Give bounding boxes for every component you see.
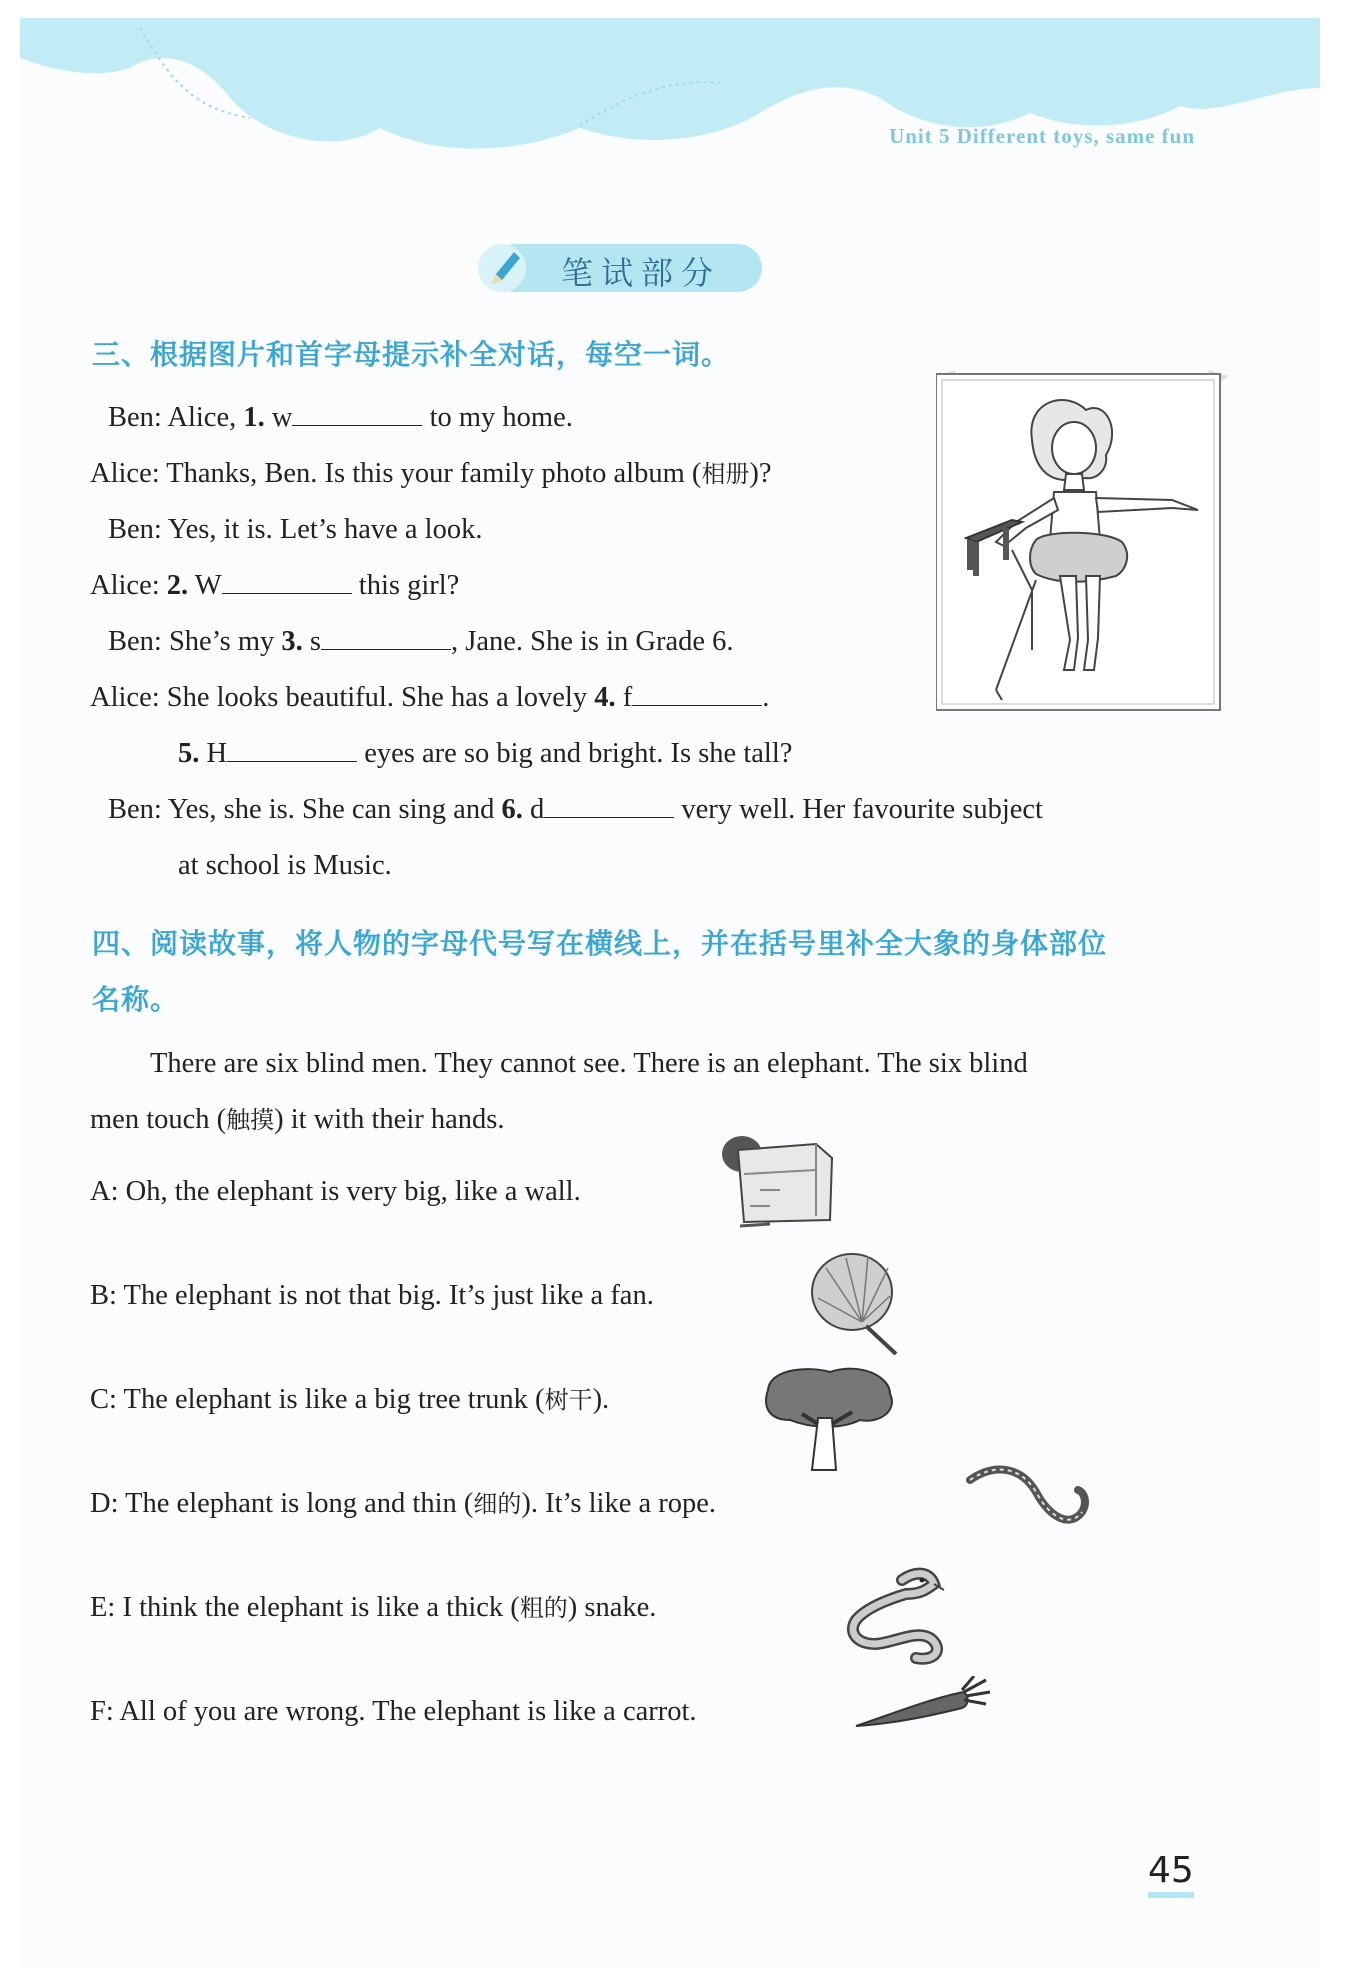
- page-number: 45: [1148, 1850, 1194, 1891]
- answer-blank-1[interactable]: [292, 403, 422, 426]
- dialogue-line-7: 5. H eyes are so big and bright. Is she tall?: [178, 738, 793, 769]
- ballet-girl-illustration: [936, 370, 1228, 714]
- unit-title: Unit 5 Different toys, same fun: [889, 124, 1195, 148]
- story-intro-line2: men touch (触摸) it with their hands.: [90, 1104, 505, 1135]
- section-banner: [476, 240, 766, 296]
- fan-illustration: [806, 1250, 914, 1358]
- part4-heading-line2: 名称。: [92, 983, 180, 1016]
- dialogue-line-3: Ben: Yes, it is. Let’s have a look.: [108, 514, 483, 545]
- wall-illustration: [720, 1130, 840, 1232]
- rope-illustration: [966, 1462, 1092, 1534]
- answer-blank-3[interactable]: [321, 627, 451, 650]
- section-banner-label: 笔试部分: [560, 254, 721, 292]
- story-item-b: B: The elephant is not that big. It’s just like a fan.: [90, 1280, 654, 1311]
- dialogue-line-5: Ben: She’s my 3. s , Jane. She is in Grade 6.: [108, 626, 734, 657]
- part3-heading: 三、根据图片和首字母提示补全对话，每空一词。: [92, 338, 731, 371]
- story-item-c: C: The elephant is like a big tree trunk (树干).: [90, 1384, 610, 1415]
- story-item-d: D: The elephant is long and thin (细的). It’s like a rope.: [90, 1488, 717, 1519]
- answer-blank-6[interactable]: [544, 795, 674, 818]
- story-item-e: E: I think the elephant is like a thick (粗的) snake.: [90, 1592, 657, 1623]
- page-background: [20, 18, 1320, 1968]
- story-item-f: F: All of you are wrong. The elephant is like a carrot.: [90, 1696, 697, 1727]
- page-number-underline: [1148, 1892, 1194, 1898]
- dialogue-line-4: Alice: 2. W this girl?: [90, 570, 460, 601]
- carrot-illustration: [852, 1676, 992, 1736]
- dialogue-line-1: Ben: Alice, 1. w to my home.: [108, 402, 573, 433]
- snake-illustration: [826, 1560, 956, 1668]
- dialogue-line-2: Alice: Thanks, Ben. Is this your family photo album (相册)?: [90, 458, 772, 489]
- dialogue-line-6: Alice: She looks beautiful. She has a lovely 4. f .: [90, 682, 770, 713]
- answer-blank-2[interactable]: [222, 571, 352, 594]
- story-intro-line1: There are six blind men. They cannot see. There is an elephant. The six blind: [150, 1048, 1028, 1079]
- story-item-a: A: Oh, the elephant is very big, like a wall.: [90, 1176, 581, 1207]
- pencil-icon: [476, 240, 532, 296]
- answer-blank-5[interactable]: [227, 739, 357, 762]
- tree-trunk-illustration: [760, 1360, 900, 1476]
- part4-heading-line1: 四、阅读故事，将人物的字母代号写在横线上，并在括号里补全大象的身体部位: [92, 927, 1108, 960]
- answer-blank-4[interactable]: [632, 683, 762, 706]
- dialogue-line-9: at school is Music.: [178, 850, 392, 881]
- dialogue-line-8: Ben: Yes, she is. She can sing and 6. d very well. Her favourite subject: [108, 794, 1043, 825]
